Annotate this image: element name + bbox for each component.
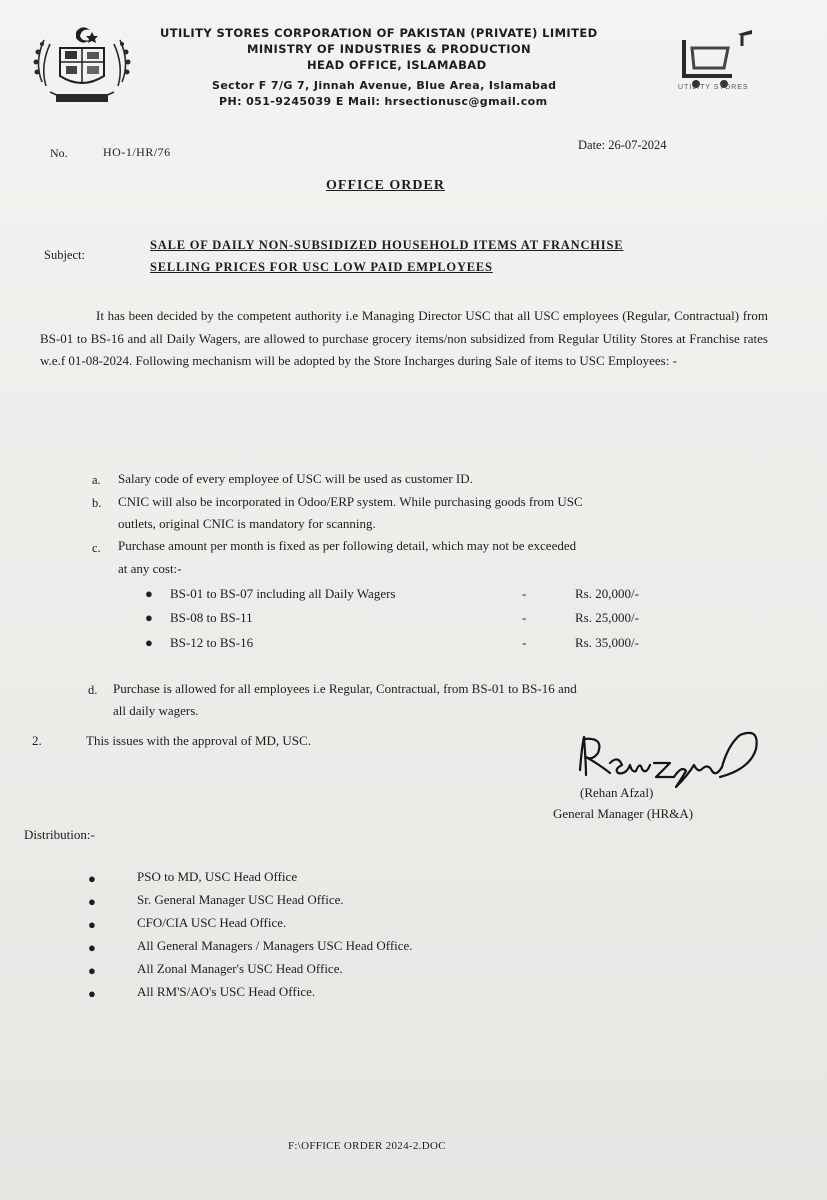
limit-amount: Rs. 20,000/-	[575, 586, 639, 601]
item-a-letter: a.	[92, 473, 101, 487]
logo-caption: UTILITY STORES	[678, 84, 749, 91]
subject-label: Subject:	[44, 248, 85, 262]
limit-dash: -	[522, 586, 527, 601]
file-path-footer: F:\OFFICE ORDER 2024-2.DOC	[288, 1140, 446, 1152]
limit-amount: Rs. 25,000/-	[575, 610, 639, 625]
distribution-item: CFO/CIA USC Head Office.	[137, 915, 287, 930]
item-c-text-2: at any cost:-	[118, 561, 182, 576]
limit-amount: Rs. 35,000/-	[575, 635, 639, 650]
item-c-letter: c.	[92, 541, 101, 555]
distribution-item: All Zonal Manager's USC Head Office.	[137, 961, 343, 976]
body-paragraph: It has been decided by the competent authority i.e Managing Director USC that all USC employees (Regular, Contractual) from BS-01 to BS-16 and all Daily Wagers, are allowed to purchase grocery items/non subsidized from Regular Utility Stores at Franchise rates w.e.f 01-08-2024. Following mechanism will be adopted by the Store Incharges during Sale of items to USC Employees: -	[40, 308, 768, 368]
bullet-icon: ●	[88, 940, 96, 955]
pakistan-emblem-icon	[30, 22, 134, 112]
bullet-icon: ●	[88, 963, 96, 978]
bullet-icon: ●	[88, 894, 96, 909]
item-a-text: Salary code of every employee of USC will be used as customer ID.	[118, 471, 473, 486]
bullet-icon: ●	[88, 871, 96, 886]
limit-dash: -	[522, 635, 527, 650]
bullet-icon: ●	[145, 635, 153, 650]
distribution-item: Sr. General Manager USC Head Office.	[137, 892, 344, 907]
distribution-item: All RM'S/AO's USC Head Office.	[137, 984, 316, 999]
item-c-text-1: Purchase amount per month is fixed as per following detail, which may not be exceeded	[118, 538, 577, 553]
item-d-text-2: all daily wagers.	[113, 703, 199, 718]
letterhead-head-office: HEAD OFFICE, ISLAMABAD	[307, 58, 487, 72]
distribution-label: Distribution:-	[24, 827, 95, 842]
item-b-text-1: CNIC will also be incorporated in Odoo/ERP system. While purchasing goods from USC	[118, 494, 583, 509]
limit-dash: -	[522, 610, 527, 625]
item-b-letter: b.	[92, 496, 102, 510]
signatory-name: (Rehan Afzal)	[580, 785, 654, 800]
reference-number: HO-1/HR/76	[103, 145, 171, 159]
subject-line-2: SELLING PRICES FOR USC LOW PAID EMPLOYEES	[150, 260, 493, 274]
bullet-icon: ●	[145, 586, 153, 601]
limit-grade: BS-12 to BS-16	[170, 635, 254, 650]
item-d-letter: d.	[88, 683, 98, 697]
reference-label: No.	[50, 146, 68, 160]
bullet-icon: ●	[88, 986, 96, 1001]
distribution-item: All General Managers / Managers USC Head Office.	[137, 938, 413, 953]
letterhead-address: Sector F 7/G 7, Jinnah Avenue, Blue Area, Islamabad	[212, 79, 557, 92]
letterhead-ministry: MINISTRY OF INDUSTRIES & PRODUCTION	[247, 42, 532, 56]
distribution-item: PSO to MD, USC Head Office	[137, 869, 298, 884]
item-d-text-1: Purchase is allowed for all employees i.e Regular, Contractual, from BS-01 to BS-16 and	[113, 681, 577, 696]
item-b-text-2: outlets, original CNIC is mandatory for scanning.	[118, 516, 376, 531]
order-date: Date: 26-07-2024	[578, 138, 667, 152]
para-2-number: 2.	[32, 733, 42, 748]
limit-grade: BS-08 to BS-11	[170, 610, 253, 625]
bullet-icon: ●	[145, 610, 153, 625]
letterhead-contact: PH: 051-9245039 E Mail: hrsectionusc@gmail.com	[219, 95, 548, 108]
para-2-text: This issues with the approval of MD, USC.	[86, 733, 311, 748]
subject-line-1: SALE OF DAILY NON-SUBSIDIZED HOUSEHOLD ITEMS AT FRANCHISE	[150, 238, 624, 252]
letterhead-corporation: UTILITY STORES CORPORATION OF PAKISTAN (PRIVATE) LIMITED	[160, 26, 598, 40]
document-title: OFFICE ORDER	[326, 178, 445, 193]
limit-grade: BS-01 to BS-07 including all Daily Wagers	[170, 586, 396, 601]
signatory-designation: General Manager (HR&A)	[553, 806, 694, 821]
bullet-icon: ●	[88, 917, 96, 932]
